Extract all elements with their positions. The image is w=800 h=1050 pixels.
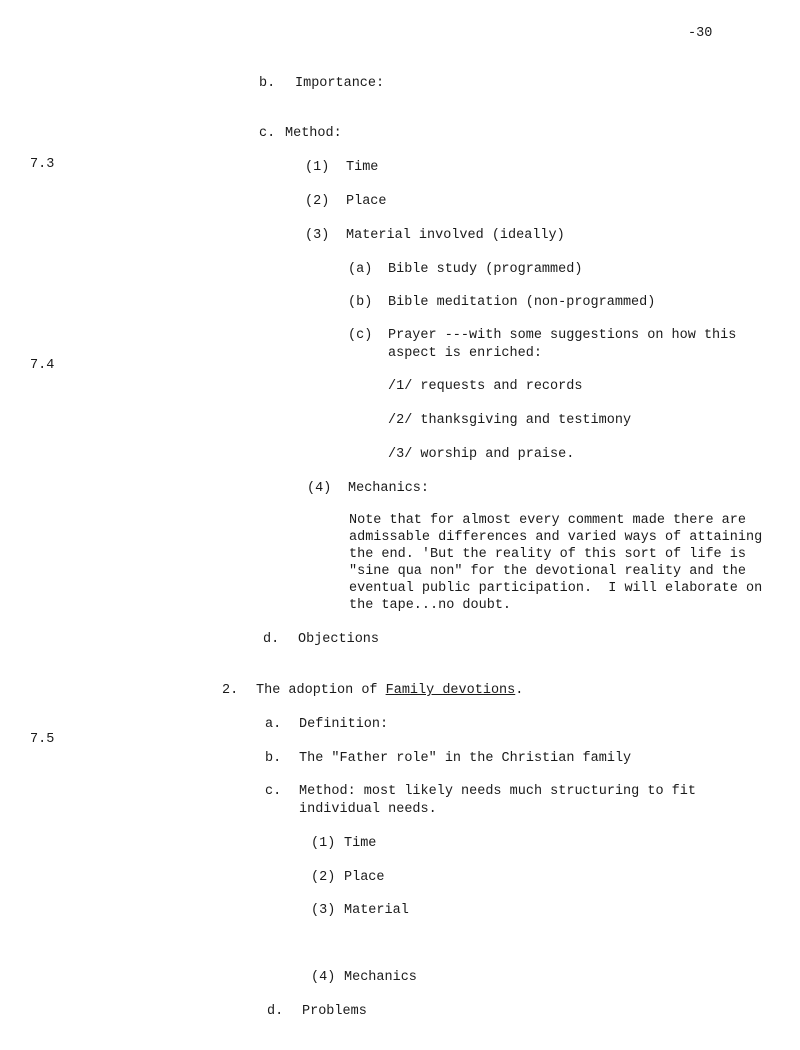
s2-item-a-definition: Definition: (299, 717, 389, 732)
prayer-item-1: /1/ requests and records (388, 379, 583, 394)
s2-item-b-marker: b. (265, 751, 282, 766)
prayer-item-2: /2/ thanksgiving and testimony (388, 413, 632, 428)
margin-note-7-4: 7.4 (30, 358, 55, 373)
s2-method-3-marker: (3) (311, 903, 336, 918)
section-2-heading-text: The adoption of (256, 683, 386, 698)
item-c-marker: c. (259, 126, 276, 141)
s2-item-c-method-line1: Method: most likely needs much structuring to fit (299, 784, 696, 799)
note-line-6: the tape...no doubt. (349, 598, 512, 613)
material-b-marker: (b) (348, 295, 373, 310)
material-b-bible-meditation: Bible meditation (non-programmed) (388, 295, 656, 310)
section-2-marker: 2. (222, 683, 239, 698)
s2-item-a-marker: a. (265, 717, 282, 732)
s2-item-b-father-role: The "Father role" in the Christian family (299, 751, 632, 766)
s2-item-c-method-line2: individual needs. (299, 802, 437, 817)
s2-method-2-marker: (2) (311, 870, 336, 885)
s2-method-3-material: Material (344, 903, 409, 918)
method-3-marker: (3) (305, 228, 330, 243)
note-line-4: "sine qua non" for the devotional reality and the (349, 564, 746, 579)
material-a-marker: (a) (348, 262, 373, 277)
s2-method-2-place: Place (344, 870, 385, 885)
item-d-objections: Objections (298, 632, 380, 647)
s2-method-4-mechanics: Mechanics (344, 970, 417, 985)
material-a-bible-study: Bible study (programmed) (388, 262, 583, 277)
item-d-marker: d. (263, 632, 280, 647)
note-line-5: eventual public participation. I will elaborate on (349, 581, 763, 596)
method-1-marker: (1) (305, 160, 330, 175)
item-c-method: Method: (285, 126, 342, 141)
page-number: -30 (688, 26, 713, 41)
section-2-heading (256, 682, 523, 700)
s2-method-1-marker: (1) (311, 836, 336, 851)
method-4-mechanics: Mechanics: (348, 481, 430, 496)
prayer-item-3: /3/ worship and praise. (388, 447, 575, 462)
note-line-2: admissable differences and varied ways of attaining (349, 530, 763, 545)
item-b-importance: Importance: (295, 76, 385, 91)
method-3-material: Material involved (ideally) (346, 228, 565, 243)
method-2-place: Place (346, 194, 387, 209)
s2-item-d-marker: d. (267, 1004, 284, 1019)
s2-method-4-marker: (4) (311, 970, 336, 985)
s2-method-1-time: Time (344, 836, 377, 851)
material-c-prayer-line1: Prayer ---with some suggestions on how this (388, 328, 737, 343)
margin-note-7-5: 7.5 (30, 732, 55, 747)
note-line-1: Note that for almost every comment made there are (349, 513, 746, 528)
item-b-marker: b. (259, 76, 276, 91)
family-devotions-underlined: Family devotions (385, 683, 516, 698)
material-c-prayer-line2: aspect is enriched: (388, 346, 542, 361)
method-1-time: Time (346, 160, 379, 175)
margin-note-7-3: 7.3 (30, 157, 55, 172)
note-line-3: the end. 'But the reality of this sort of life is (349, 547, 746, 562)
section-2-heading-period: . (515, 683, 524, 698)
s2-item-d-problems: Problems (302, 1004, 367, 1019)
s2-item-c-marker: c. (265, 784, 282, 799)
material-c-marker: (c) (348, 328, 373, 343)
method-4-marker: (4) (307, 481, 332, 496)
method-2-marker: (2) (305, 194, 330, 209)
